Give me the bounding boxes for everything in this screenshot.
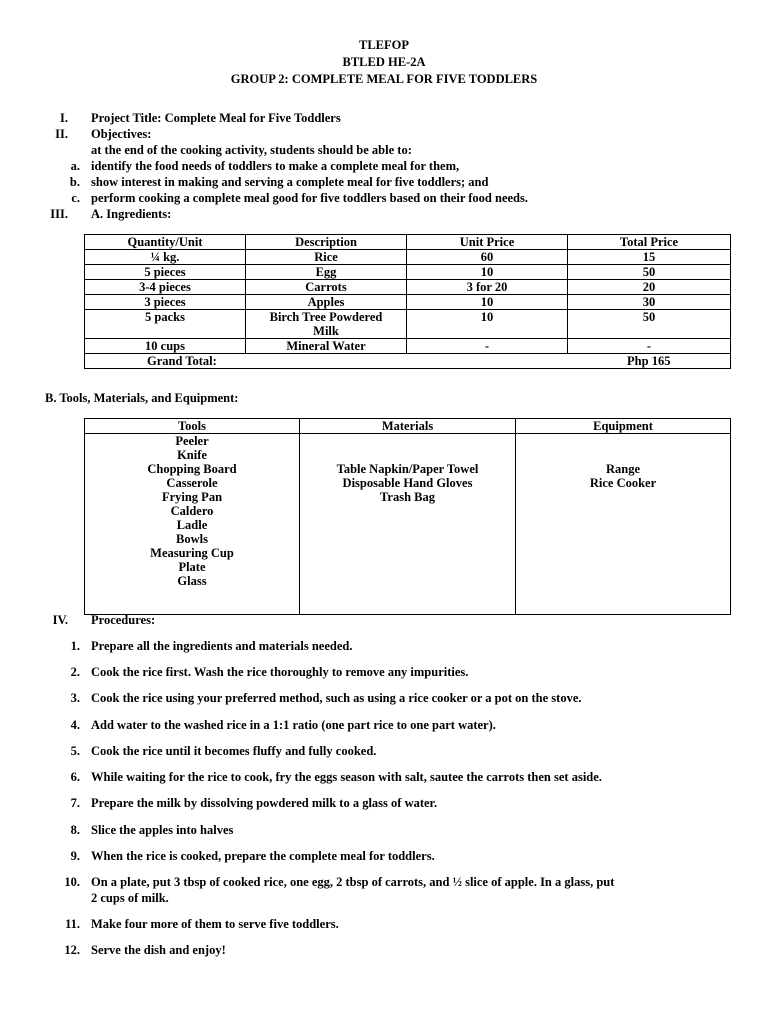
step-number: 6.: [70, 770, 80, 784]
list-item: Chopping Board: [147, 462, 237, 476]
step-number: 7.: [70, 796, 80, 810]
table-cell: 15: [568, 250, 731, 265]
table-row: [85, 434, 731, 615]
objectives-heading: Objectives:: [91, 127, 152, 141]
procedure-step: Make four more of them to serve five toddlers.: [91, 917, 339, 931]
table-row: [85, 295, 731, 310]
list-item: Knife: [177, 448, 207, 462]
step-number: 2.: [70, 665, 80, 679]
list-item: Casserole: [166, 476, 218, 490]
ingredients-heading: A. Ingredients:: [91, 207, 172, 221]
list-item: Measuring Cup: [150, 546, 234, 560]
table-cell: Carrots: [246, 280, 407, 295]
ingredients-table: [84, 234, 731, 369]
step-number: 9.: [70, 849, 80, 863]
procedure-step: Prepare the milk by dissolving powdered milk to a glass of water.: [91, 796, 438, 810]
procedure-step: When the rice is cooked, prepare the complete meal for toddlers.: [91, 849, 435, 863]
table-cell: 10 cups: [85, 339, 246, 354]
list-item: Glass: [177, 574, 207, 588]
procedure-step: Add water to the washed rice in a 1:1 ratio (one part rice to one part water).: [91, 718, 496, 732]
column-header: Equipment: [516, 419, 731, 434]
list-item: Rice Cooker: [589, 476, 657, 490]
table-row: [85, 310, 731, 339]
table-cell: 3 pieces: [85, 295, 246, 310]
table-cell: 50: [568, 310, 731, 339]
procedure-step: Prepare all the ingredients and materials needed.: [91, 639, 353, 653]
header-line-2: BTLED HE-2A: [342, 55, 426, 69]
step-number: 11.: [65, 917, 80, 931]
step-number: 8.: [70, 823, 80, 837]
objective-item: identify the food needs of toddlers to make a complete meal for them,: [91, 159, 460, 173]
step-number: 12.: [64, 943, 80, 957]
procedure-step-continued: 2 cups of milk.: [91, 891, 169, 905]
table-cell: 5 pieces: [85, 265, 246, 280]
materials-list: [300, 434, 516, 615]
table-cell: 10: [407, 310, 568, 339]
list-item: Trash Bag: [380, 490, 435, 504]
list-item: Disposable Hand Gloves: [342, 476, 473, 490]
grand-total-label: Grand Total:: [85, 354, 246, 369]
table-cell: 10: [407, 265, 568, 280]
header-line-1: TLEFOP: [358, 38, 409, 52]
table-cell: Mineral Water: [246, 339, 407, 354]
tools-list: [85, 434, 300, 615]
doc-header: [0, 37, 768, 88]
list-item: Caldero: [170, 504, 214, 518]
step-number: 1.: [70, 639, 80, 653]
procedures-heading: Procedures:: [91, 613, 156, 627]
table-cell: 3-4 pieces: [85, 280, 246, 295]
list-item: Ladle: [176, 518, 208, 532]
list-item: Range: [605, 462, 641, 476]
table-cell: 50: [568, 265, 731, 280]
procedure-step: On a plate, put 3 tbsp of cooked rice, one egg, 2 tbsp of carrots, and ½ slice of apple. In a glass, put: [91, 875, 615, 889]
list-item: Table Napkin/Paper Towel: [336, 462, 479, 476]
grand-total-value: Php 165: [568, 354, 731, 369]
equipment-list: [516, 434, 731, 615]
objective-item: show interest in making and serving a complete meal for five toddlers; and: [91, 175, 489, 189]
table-cell: Egg: [246, 265, 407, 280]
objective-letter: c.: [71, 191, 80, 205]
list-item: Bowls: [176, 532, 208, 546]
table-cell: 30: [568, 295, 731, 310]
objective-item: perform cooking a complete meal good for five toddlers based on their food needs.: [91, 191, 528, 205]
table-cell: Birch Tree Powdered Milk: [246, 310, 407, 339]
step-number: 5.: [70, 744, 80, 758]
column-header: Total Price: [568, 235, 731, 250]
step-number: 10.: [64, 875, 80, 889]
table-cell: 60: [407, 250, 568, 265]
table-row: [85, 339, 731, 354]
list-item: Peeler: [175, 434, 209, 448]
procedure-step: Cook the rice first. Wash the rice thoroughly to remove any impurities.: [91, 665, 469, 679]
step-number: 3.: [70, 691, 80, 705]
procedure-step: Cook the rice until it becomes fluffy and fully cooked.: [91, 744, 377, 758]
procedure-step: Serve the dish and enjoy!: [91, 943, 226, 957]
table-cell: ¼ kg.: [85, 250, 246, 265]
objective-letter: b.: [69, 175, 80, 189]
section-ii-number: II.: [55, 127, 68, 141]
table-cell: Rice: [246, 250, 407, 265]
list-item: Frying Pan: [161, 490, 223, 504]
column-header: Materials: [300, 419, 516, 434]
section-iii-number: III.: [50, 207, 68, 221]
column-header: Tools: [85, 419, 300, 434]
table-cell: Apples: [246, 295, 407, 310]
procedure-step: Slice the apples into halves: [91, 823, 234, 837]
table-cell: 20: [568, 280, 731, 295]
tools-section-title: B. Tools, Materials, and Equipment:: [45, 391, 239, 405]
table-cell: 10: [407, 295, 568, 310]
column-header: Quantity/Unit: [85, 235, 246, 250]
table-cell: -: [407, 339, 568, 354]
tools-materials-table: [84, 418, 731, 615]
header-line-3: GROUP 2: COMPLETE MEAL FOR FIVE TODDLERS: [230, 72, 538, 86]
grand-total-row: [85, 354, 731, 369]
section-iv-number: IV.: [52, 613, 68, 627]
step-number: 4.: [70, 718, 80, 732]
objective-letter: a.: [70, 159, 80, 173]
column-header: Unit Price: [407, 235, 568, 250]
table-cell: 3 for 20: [407, 280, 568, 295]
table-row: [85, 265, 731, 280]
table-cell: [407, 354, 568, 369]
list-item: Plate: [178, 560, 206, 574]
table-header-row: [85, 235, 731, 250]
procedure-step: Cook the rice using your preferred method, such as using a rice cooker or a pot on the stove.: [91, 691, 582, 705]
table-cell: -: [568, 339, 731, 354]
table-header-row: [85, 419, 731, 434]
project-title: Project Title: Complete Meal for Five Toddlers: [91, 111, 341, 125]
procedure-step: While waiting for the rice to cook, fry the eggs season with salt, sautee the carrots then set aside.: [91, 770, 602, 784]
table-cell: [246, 354, 407, 369]
column-header: Description: [246, 235, 407, 250]
table-row: [85, 250, 731, 265]
section-i-number: I.: [60, 111, 68, 125]
table-row: [85, 280, 731, 295]
objectives-intro: at the end of the cooking activity, students should be able to:: [91, 143, 412, 157]
table-cell: 5 packs: [85, 310, 246, 339]
